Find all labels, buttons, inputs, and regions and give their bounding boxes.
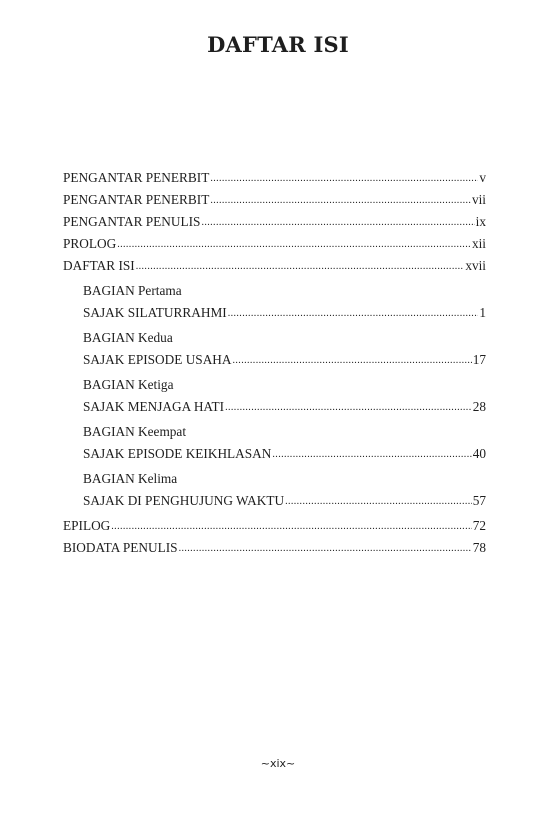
toc-entry xyxy=(83,302,486,324)
toc-section xyxy=(63,280,486,324)
toc-entry-page: 17 xyxy=(472,352,486,367)
page-number: ~xix~ xyxy=(260,757,296,770)
toc-entry-label: BIODATA PENULIS xyxy=(63,540,178,555)
toc-entry-page: 1 xyxy=(479,305,486,320)
section-heading: BAGIAN Kedua xyxy=(83,330,173,345)
toc-entry-label: SAJAK DI PENGHUJUNG WAKTU xyxy=(83,493,285,508)
toc-entry xyxy=(63,211,486,233)
dot-leader xyxy=(179,538,472,560)
dot-leader xyxy=(201,212,474,234)
dot-leader xyxy=(285,491,472,513)
toc-entry-page: 78 xyxy=(472,540,486,555)
dot-leader xyxy=(233,350,472,372)
dot-leader xyxy=(210,190,471,212)
dot-leader xyxy=(136,256,465,278)
toc-entry-page: vii xyxy=(471,192,486,207)
table-of-contents xyxy=(63,167,486,559)
section-heading: BAGIAN Ketiga xyxy=(83,377,174,392)
toc-entry-label: PENGANTAR PENERBIT xyxy=(63,192,210,207)
toc-entry-label: DAFTAR ISI xyxy=(63,258,135,273)
toc-entry-label: PROLOG xyxy=(63,236,117,251)
toc-entry-label: SAJAK MENJAGA HATI xyxy=(83,399,225,414)
toc-entry xyxy=(63,189,486,211)
toc-entry-label: SAJAK EPISODE USAHA xyxy=(83,352,232,367)
section-heading: BAGIAN Kelima xyxy=(83,471,178,486)
toc-entry-label: EPILOG xyxy=(63,518,111,533)
toc-entry xyxy=(83,443,486,465)
toc-entry xyxy=(63,537,486,559)
toc-entry xyxy=(83,349,486,371)
toc-entry xyxy=(63,233,486,255)
toc-entry xyxy=(63,255,486,277)
toc-entry-page: xii xyxy=(471,236,486,251)
dot-leader xyxy=(117,234,471,256)
dot-leader xyxy=(272,444,471,466)
toc-entry-label: SAJAK EPISODE KEIKHLASAN xyxy=(83,446,272,461)
toc-section xyxy=(63,374,486,418)
toc-section xyxy=(63,468,486,512)
toc-entry xyxy=(63,515,486,537)
dot-leader xyxy=(111,516,471,538)
toc-section xyxy=(63,421,486,465)
toc-entry xyxy=(83,396,486,418)
toc-closing-entries xyxy=(63,515,486,559)
toc-entry xyxy=(83,490,486,512)
toc-entry xyxy=(63,167,486,189)
toc-entry-label: PENGANTAR PENERBIT xyxy=(63,170,210,185)
toc-entry-page: v xyxy=(479,170,486,185)
toc-entry-page: 57 xyxy=(472,493,486,508)
dot-leader xyxy=(225,397,472,419)
dot-leader xyxy=(210,168,478,190)
section-heading: BAGIAN Keempat xyxy=(83,424,187,439)
toc-entry-label: SAJAK SILATURRAHMI xyxy=(83,305,227,320)
toc-section xyxy=(63,327,486,371)
page-title: DAFTAR ISI xyxy=(207,32,349,57)
toc-entry-page: ix xyxy=(475,214,486,229)
toc-entry-label: PENGANTAR PENULIS xyxy=(63,214,201,229)
toc-entry-page: 72 xyxy=(472,518,486,533)
toc-entry-page: 40 xyxy=(472,446,486,461)
toc-entry-page: 28 xyxy=(472,399,486,414)
section-heading: BAGIAN Pertama xyxy=(83,283,182,298)
dot-leader xyxy=(228,303,479,325)
toc-entry-page: xvii xyxy=(465,258,486,273)
